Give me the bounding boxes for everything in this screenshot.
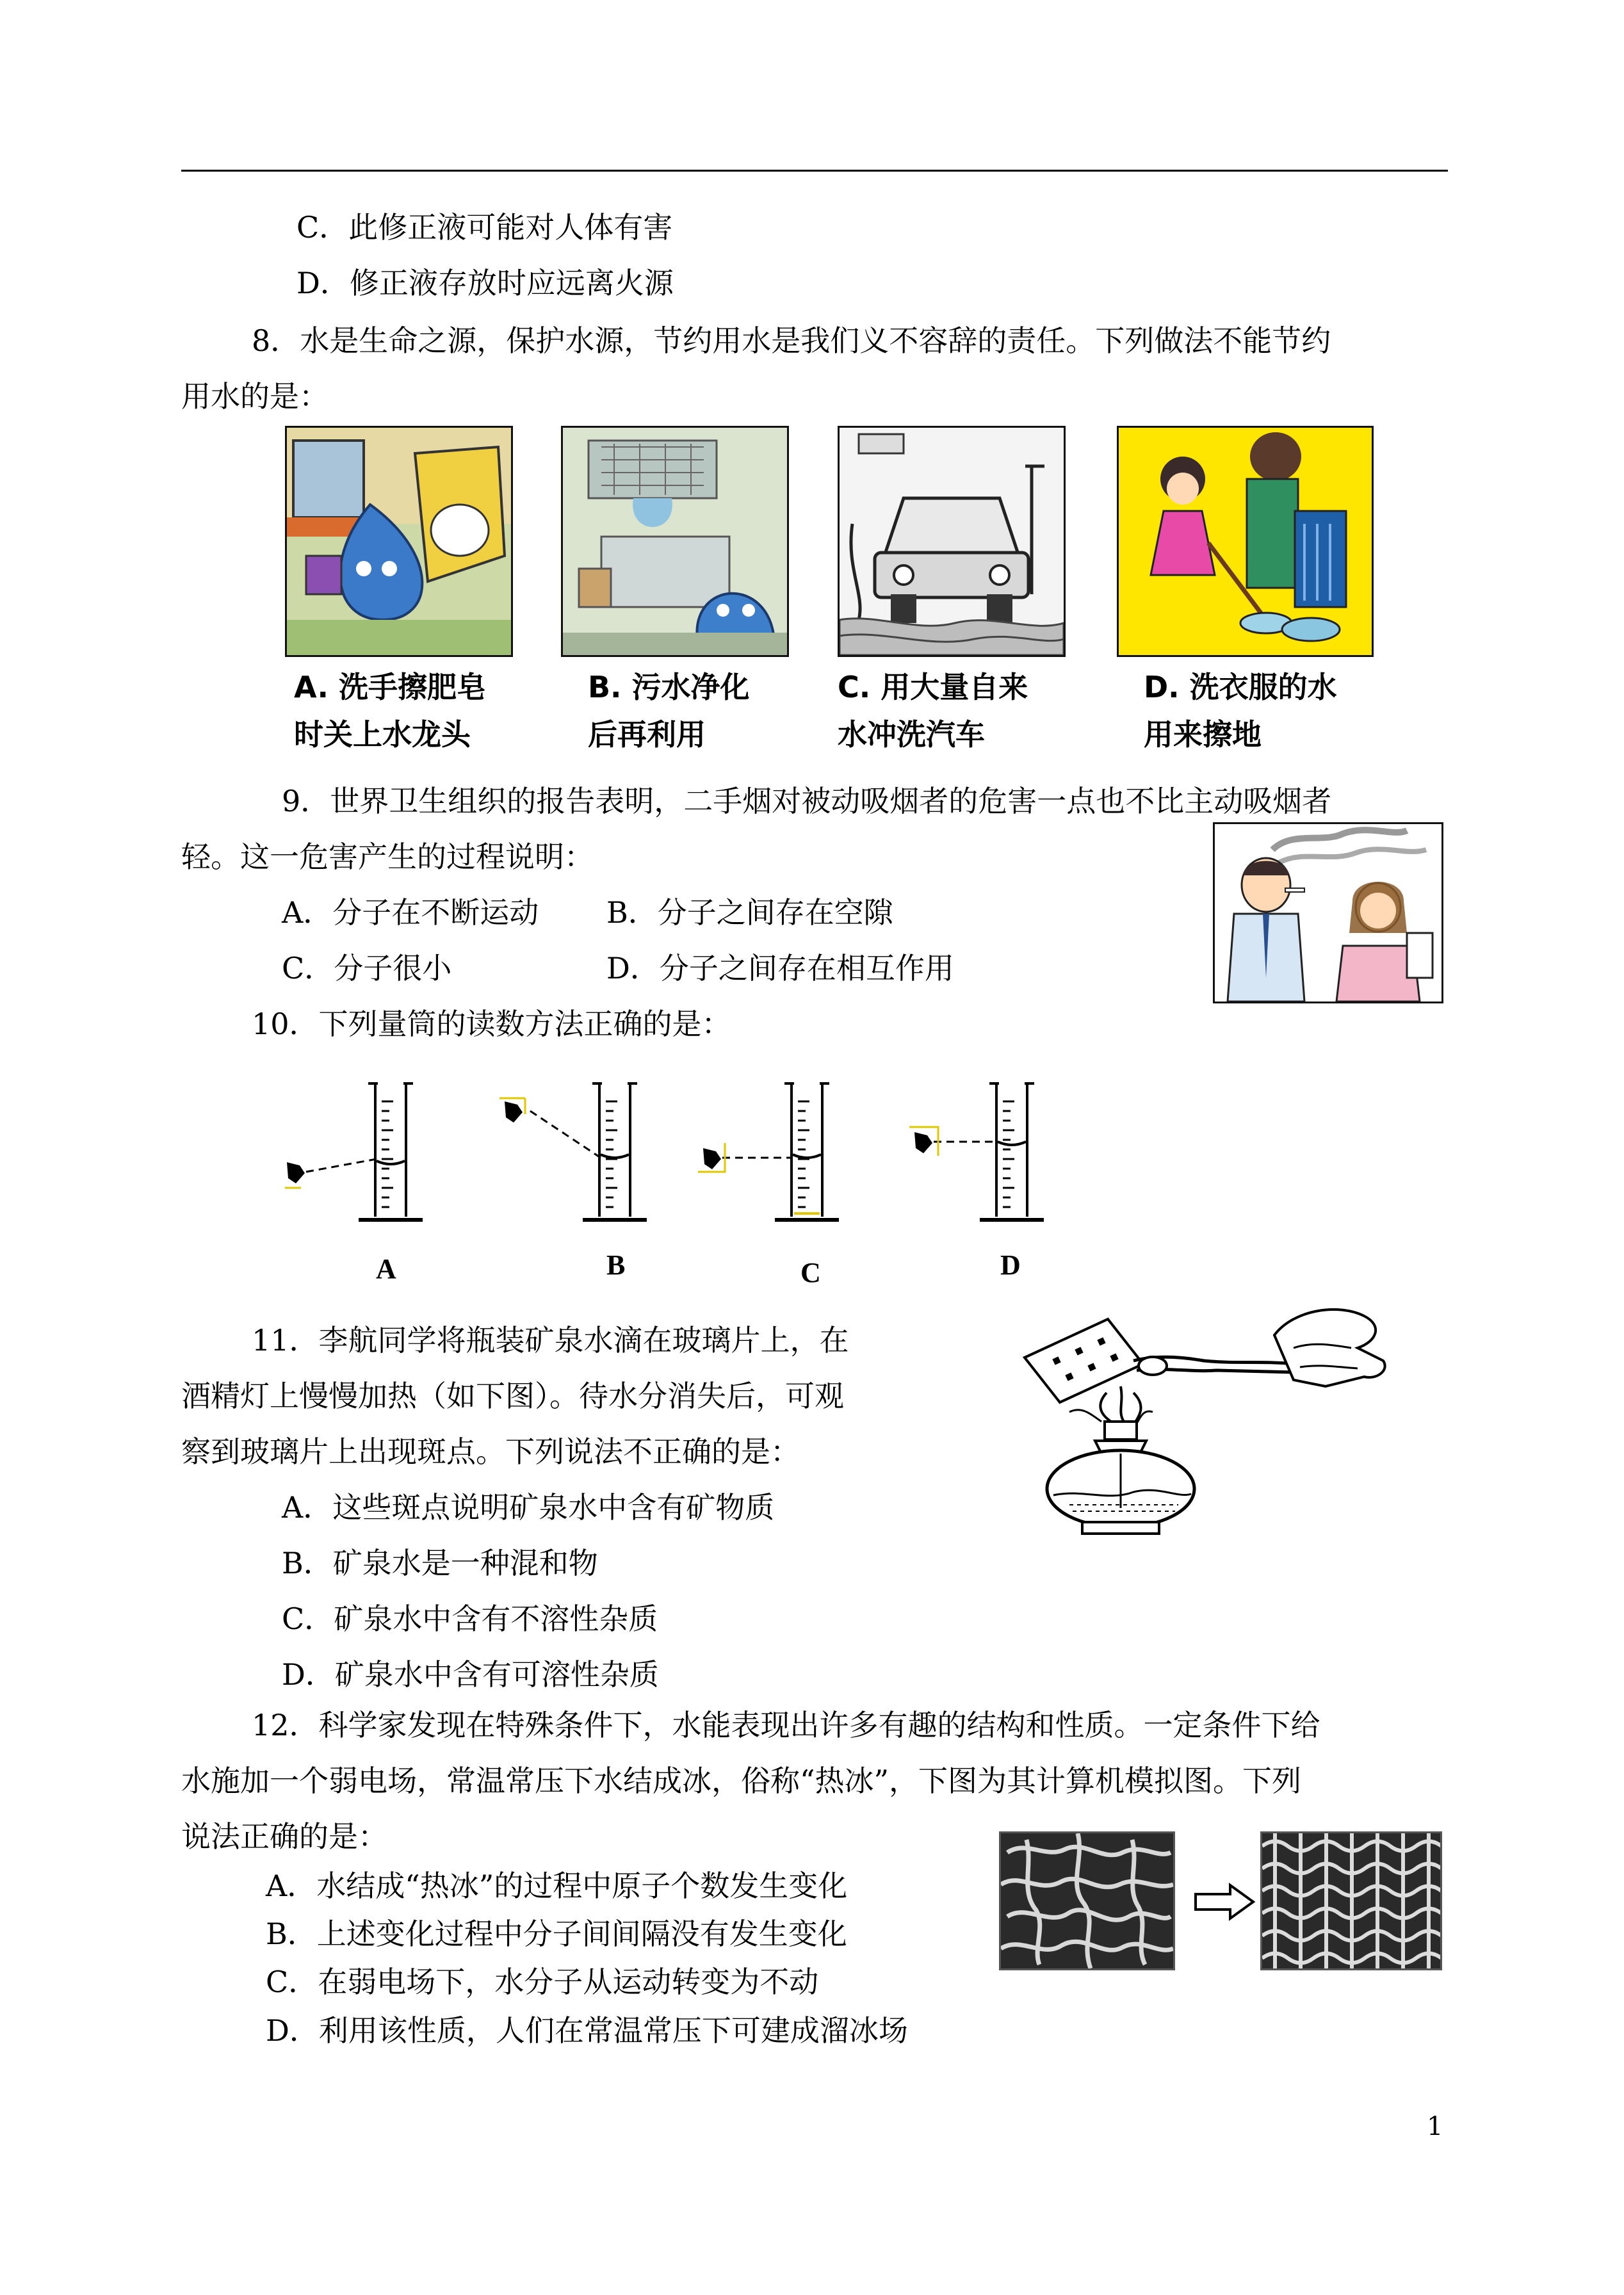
q8-caption-a-line1: A. 洗手擦肥皂 [294,670,486,704]
q8-caption-d-line1: D. 洗衣服的水 [1144,670,1337,704]
q8-caption-a-line2: 时关上水龙头 [294,717,471,752]
q11-option-d: D．矿泉水中含有可溶性杂质 [282,1657,659,1692]
q12-option-d: D．利用该性质，人们在常温常压下可建成溜冰场 [266,2013,908,2048]
cylinder-d [909,1083,1044,1220]
q12-stem-line3: 说法正确的是： [181,1819,387,1854]
q9-stem: 9．世界卫生组织的报告表明，二手烟对被动吸烟者的危害一点也不比主动吸烟者 [282,784,1332,818]
q8-stem-line2: 用水的是： [181,379,329,414]
cylinder-a [285,1083,423,1220]
q11-stem-line3: 察到玻璃片上出现斑点。下列说法不正确的是： [181,1434,800,1469]
q11-option-b: B．矿泉水是一种混和物 [282,1546,598,1580]
q10-label-c: C [800,1257,821,1288]
q11-stem-line2: 酒精灯上慢慢加热（如下图）。待水分消失后，可观 [181,1379,844,1413]
q8-image-a [285,426,513,657]
q10-label-d: D [1000,1249,1021,1281]
q10-stem: 10．下列量筒的读数方法正确的是： [252,1007,731,1041]
q8-image-d [1117,426,1374,657]
q12-stem: 12．科学家发现在特殊条件下，水能表现出许多有趣的结构和性质。一定条件下给 [252,1708,1320,1742]
cylinder-b [499,1083,647,1220]
q9-option-d: D．分子之间存在相互作用 [606,951,954,985]
q12-option-a: A．水结成“热冰”的过程中原子个数发生变化 [266,1869,848,1903]
q11-stem: 11．李航同学将瓶装矿泉水滴在玻璃片上，在 [252,1323,849,1358]
q7-option-d: D．修正液存放时应远离火源 [296,266,674,300]
q9-option-a: A．分子在不断运动 [282,895,539,930]
q8-image-c [838,426,1066,657]
q12-hot-ice-image [1260,1831,1442,1970]
q12-water-image [999,1831,1175,1970]
q8-image-b [561,426,789,657]
q8-caption-c-line2: 水冲洗汽车 [838,717,985,752]
q10-label-b: B [606,1249,626,1281]
q11-alcohol-lamp-figure [993,1297,1396,1540]
header-rule [181,170,1448,172]
q12-option-c: C．在弱电场下，水分子从运动转变为不动 [266,1965,819,1999]
q9-option-b: B．分子之间存在空隙 [606,895,893,930]
q9-smoking-image [1213,822,1443,1003]
cylinder-c [698,1083,839,1220]
q8-caption-b-line2: 后再利用 [588,717,706,752]
q12-stem-line2: 水施加一个弱电场，常温常压下水结成冰，俗称“热冰”，下图为其计算机模拟图。下列 [181,1764,1302,1798]
page-number: 1 [1427,2112,1443,2141]
q10-cylinders-figure [269,1076,1069,1242]
q9-stem-line2: 轻。这一危害产生的过程说明： [181,839,594,874]
q7-option-c: C．此修正液可能对人体有害 [296,210,673,245]
q8-stem: 8．水是生命之源，保护水源，节约用水是我们义不容辞的责任。下列做法不能节约 [252,323,1331,358]
q8-caption-b-line1: B. 污水净化 [588,670,750,704]
q12-option-b: B．上述变化过程中分子间间隔没有发生变化 [266,1917,847,1951]
q8-caption-c-line1: C. 用大量自来 [838,670,1028,704]
q11-option-c: C．矿泉水中含有不溶性杂质 [282,1602,658,1636]
arrow-right-icon [1193,1883,1256,1921]
q10-label-a: A [376,1253,396,1285]
q11-option-a: A．这些斑点说明矿泉水中含有矿物质 [282,1490,775,1525]
q8-caption-d-line2: 用来擦地 [1144,717,1262,752]
q9-option-c: C．分子很小 [282,951,452,985]
